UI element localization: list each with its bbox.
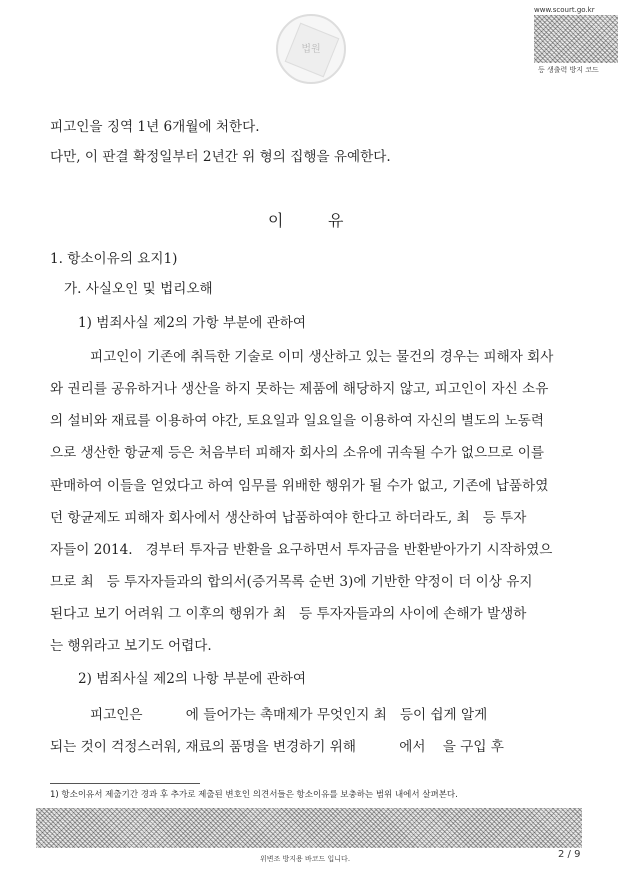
footnote-divider	[50, 783, 200, 784]
court-url: www.scourt.go.kr	[534, 6, 595, 14]
paragraph-line: 되는 것이 걱정스러워, 재료의 품명을 변경하기 위해 에서 을 구입 후	[50, 739, 504, 755]
paragraph-line: 판매하여 이들을 얻었다고 하여 임무를 위배한 행위가 될 수가 없고, 기존에 납품하였	[50, 478, 549, 494]
barcode-redaction	[36, 850, 120, 864]
paragraph-line: 으로 생산한 항균제 등은 처음부터 피해자 회사의 소유에 귀속될 수가 없으므로 이를	[50, 445, 545, 461]
paragraph-line: 는 행위라고 보기도 어렵다.	[50, 638, 212, 654]
barcode-caption-bottom: 위변조 방지용 바코드 입니다.	[260, 855, 351, 863]
paragraph-line: 던 항균제도 피해자 회사에서 생산하여 납품하여야 한다고 하더라도, 최 등 투자	[50, 510, 527, 526]
paragraph-line: 와 권리를 공유하거나 생산을 하지 못하는 제품에 해당하지 않고, 피고인이 자신 소유	[50, 381, 549, 397]
anti-copy-barcode-top	[534, 15, 618, 63]
list-heading: 2) 범죄사실 제2의 나항 부분에 관하여	[78, 671, 307, 687]
footnote: 1) 항소이유서 제출기간 경과 후 추가로 제출된 변호인 의견서들은 항소이유를 보충하는 범위 내에서 살펴본다.	[50, 790, 458, 800]
paragraph-line: 피고인이 기존에 취득한 기술로 이미 생산하고 있는 물건의 경우는 피해자 회사	[90, 349, 554, 365]
list-heading: 1. 항소이유의 요지1)	[50, 251, 178, 267]
paragraph-line: 의 설비와 재료를 이용하여 야간, 토요일과 일요일을 이용하여 자신의 별도의 노동력	[50, 413, 545, 429]
paragraph-line: 므로 최 등 투자자들과의 합의서(증거목록 순번 3)에 기반한 약정이 더 이상 유지	[50, 574, 533, 590]
page-number: 2 / 9	[558, 849, 581, 860]
paragraph-line: 된다고 보기 어려워 그 이후의 행위가 최 등 투자자들과의 사이에 손해가 발생하	[50, 606, 527, 622]
anti-forgery-barcode-bottom	[36, 808, 582, 848]
section-heading: 이 유	[268, 211, 346, 230]
paragraph-line: 피고인은 에 들어가는 촉매제가 무엇인지 최 등이 쉽게 알게	[90, 707, 488, 723]
court-seal-watermark	[276, 14, 346, 84]
paragraph-line: 자들이 2014. 경부터 투자금 반환을 요구하면서 투자금을 반환받아가기 시작하였으	[50, 542, 553, 558]
list-heading: 1) 범죄사실 제2의 가항 부분에 관하여	[78, 315, 307, 331]
sentence-line: 다만, 이 판결 확정일부터 2년간 위 형의 집행을 유예한다.	[50, 149, 391, 165]
seal-label: 법원	[301, 44, 321, 55]
barcode-caption-top: 등 생출력 방지 코드	[538, 66, 599, 74]
list-heading: 가. 사실오인 및 법리오해	[64, 281, 213, 297]
sentence-line: 피고인을 징역 1년 6개월에 처한다.	[50, 119, 260, 135]
